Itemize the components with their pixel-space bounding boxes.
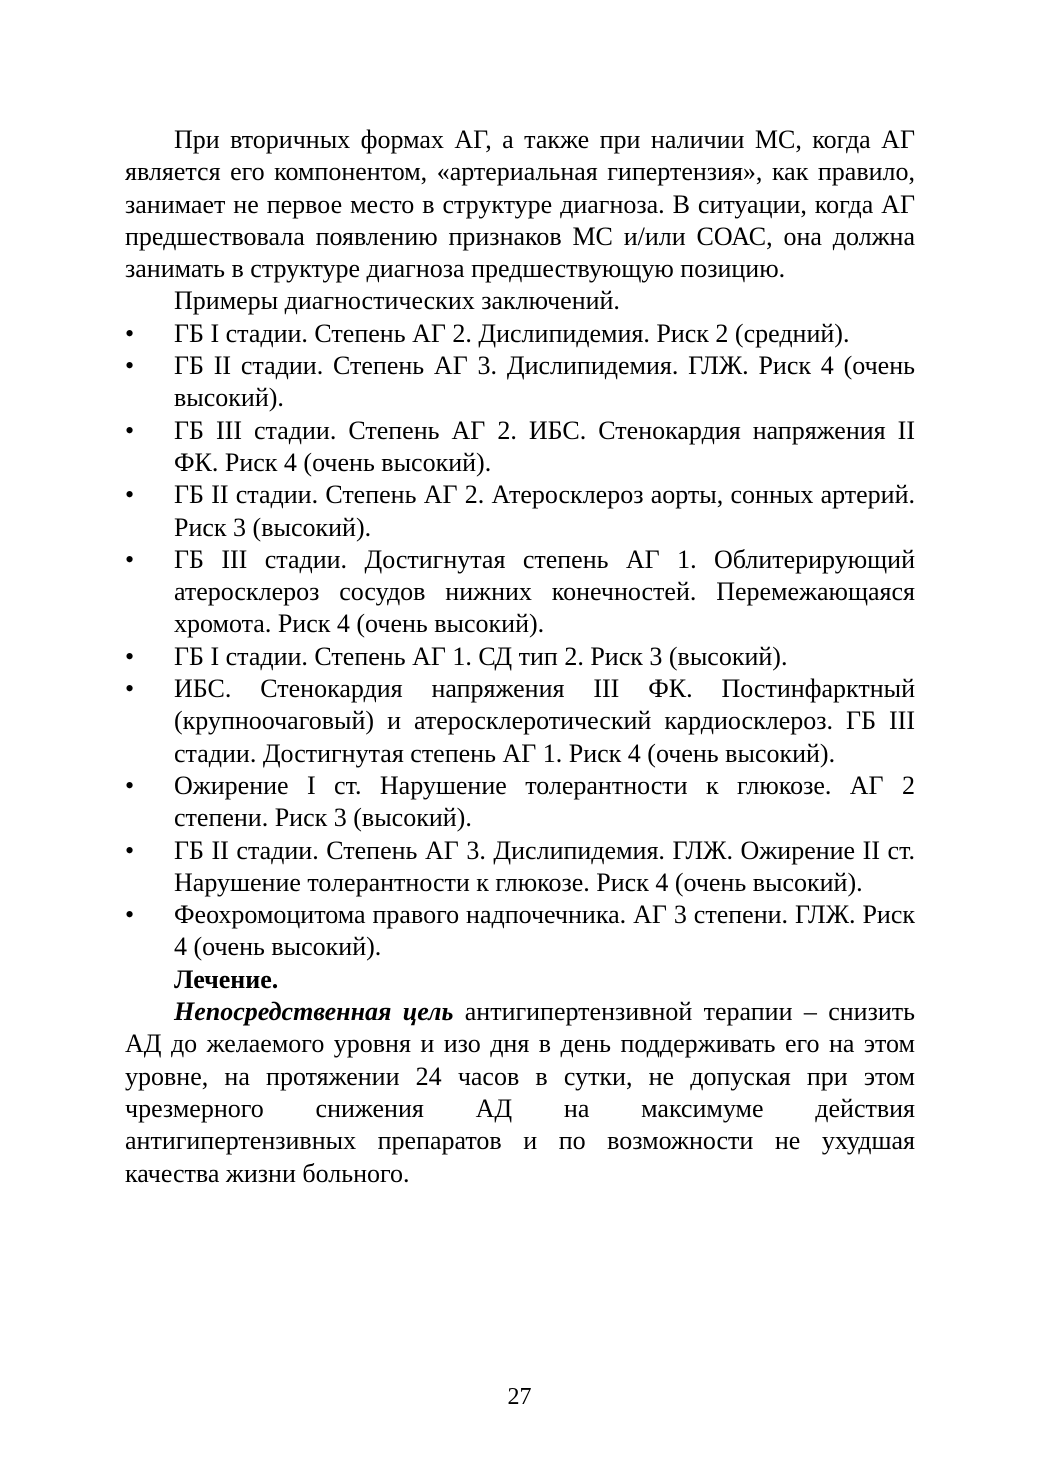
bullet-icon: • — [125, 480, 135, 510]
bullet-icon: • — [125, 318, 135, 348]
bullet-icon: • — [125, 415, 135, 445]
bullet-icon: • — [125, 674, 135, 704]
page-number: 27 — [507, 1384, 532, 1410]
list-item-text: ГБ III стадии. Степень АГ 2. ИБС. Стенокардия напряжения II ФК. Риск 4 (очень высокий). — [174, 415, 915, 477]
examples-heading: Примеры диагностических заключений. — [174, 286, 620, 316]
list-item — [125, 673, 915, 770]
list-item-text: ГБ II стадии. Степень АГ 3. Дислипидемия. ГЛЖ. Ожирение II ст. Нарушение толерантности к глюкозе. Риск 4 (очень высокий). — [174, 835, 915, 897]
list-item — [125, 350, 915, 415]
list-item-text: ГБ III стадии. Достигнутая степень АГ 1. Облитерирующий атеросклероз сосудов нижних конечностей. Перемежающаяся хромота. Риск 4 (очень высокий). — [174, 544, 915, 639]
list-item-text: ГБ II стадии. Степень АГ 3. Дислипидемия. ГЛЖ. Риск 4 (очень высокий). — [174, 351, 915, 413]
list-item — [125, 318, 915, 350]
list-item — [125, 544, 915, 641]
list-item — [125, 415, 915, 480]
page-body — [125, 124, 915, 1190]
list-item — [125, 770, 915, 835]
list-item — [125, 641, 915, 673]
bullet-icon: • — [125, 835, 135, 865]
list-item — [125, 835, 915, 900]
bullet-icon: • — [125, 641, 135, 671]
list-item-text: ГБ I стадии. Степень АГ 2. Дислипидемия. Риск 2 (средний). — [174, 318, 850, 348]
bullet-icon: • — [125, 351, 135, 381]
bullet-icon: • — [125, 770, 135, 800]
treatment-text: антигипертензивной терапии – снизить АД до желаемого уровня и изо дня в день поддерживать его на этом уровне, на протяжении 24 часов в сутки, не допуская при этом чрезмерного снижения АД на максимуме действия антигипертензивных препаратов и по возможности не ухудшая качества жизни больного. — [125, 997, 916, 1188]
treatment-lead-term: Непосредственная цель — [174, 997, 454, 1027]
treatment-heading: Лечение. — [174, 964, 279, 994]
list-item-text: Ожирение I ст. Нарушение толерантности к глюкозе. АГ 2 степени. Риск 3 (высокий). — [174, 770, 915, 833]
list-item — [125, 479, 915, 544]
list-item-text: ГБ I стадии. Степень АГ 1. СД тип 2. Риск 3 (высокий). — [174, 641, 788, 671]
treatment-paragraph — [125, 996, 915, 1190]
diagnosis-examples-list — [125, 318, 915, 964]
list-item-text: ГБ II стадии. Степень АГ 2. Атеросклероз аорты, сонных артерий. Риск 3 (высокий). — [174, 480, 915, 542]
list-item-text: Феохромоцитома правого надпочечника. АГ 3 степени. ГЛЖ. Риск 4 (очень высокий). — [174, 900, 915, 962]
list-item — [125, 899, 915, 964]
bullet-icon: • — [125, 900, 135, 930]
list-item-text: ИБС. Стенокардия напряжения III ФК. Постинфарктный (крупноочаговый) и атеросклеротический кардиосклероз. ГБ III стадии. Достигнутая степень АГ 1. Риск 4 (очень высокий). — [174, 674, 915, 768]
intro-paragraph: При вторичных формах АГ, а также при наличии МС, когда АГ является его компонентом, «артериальная гипертензия», как правило, занимает не первое место в структуре диагноза. В ситуации, когда АГ предшествовала появлению признаков МС и/или СОАС, она должна занимать в структуре диагноза предшествующую позицию. — [125, 125, 915, 284]
bullet-icon: • — [125, 544, 135, 574]
